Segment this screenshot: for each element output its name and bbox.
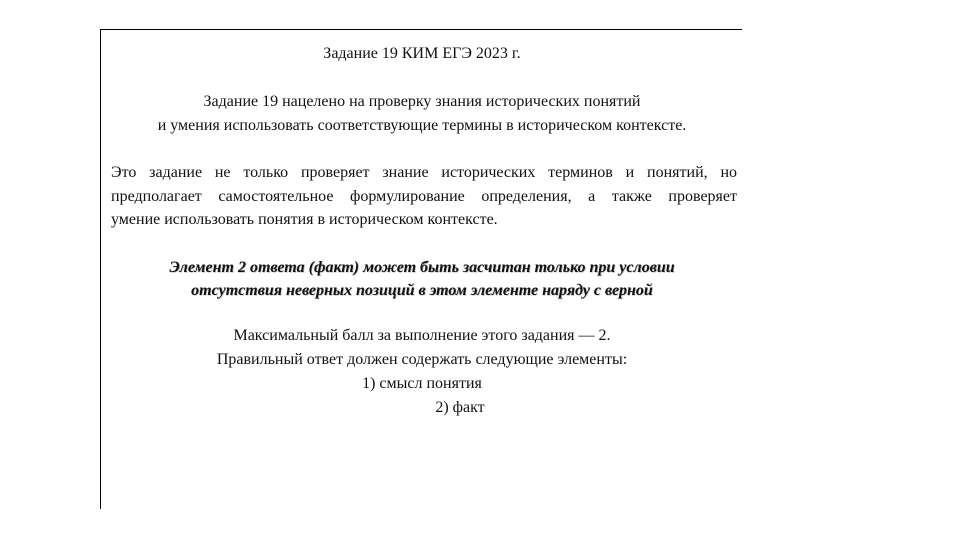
element-item-1: 1) смысл понятия [362, 375, 482, 392]
elements-heading: Правильный ответ должен содержать следующие элементы: [216, 351, 628, 368]
description-line-3: умение использовать понятия в историческом контексте. [111, 211, 498, 228]
intro-line-2: и умения использовать соответствующие термины в историческом контексте. [157, 117, 687, 134]
description-line-2: предполагает самостоятельное формулирование определения, а также проверяет [111, 188, 737, 205]
note-line-2: отсутствия неверных позиций в этом элементе наряду с верной [191, 282, 653, 299]
intro-line-1: Задание 19 нацелено на проверку знания исторических понятий [203, 93, 641, 110]
document-title: Задание 19 КИМ ЕГЭ 2023 г. [323, 45, 521, 62]
element-item-2: 2) факт [435, 399, 485, 416]
max-score-line: Максимальный балл за выполнение этого задания — 2. [233, 327, 611, 344]
description-line-1: Это задание не только проверяет знание исторических терминов и понятий, но [111, 164, 737, 181]
slide-page [100, 29, 742, 509]
note-line-1: Элемент 2 ответа (факт) может быть засчитан только при условии [169, 259, 675, 276]
